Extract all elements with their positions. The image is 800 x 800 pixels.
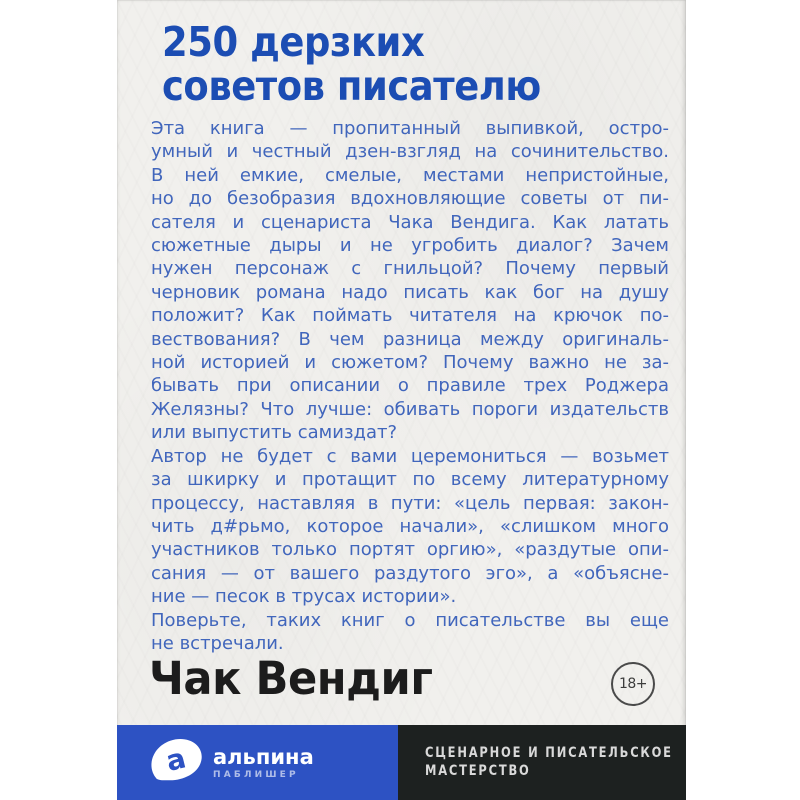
body-text-line: Поверьте, таких книг о писательстве вы еще xyxy=(151,609,669,631)
body-text-line: ной историей и сюжетом? Почему важно не за- xyxy=(151,352,669,374)
age-rating-badge xyxy=(611,662,655,706)
body-text-line: Желязны? Что лучше: обивать пороги издательств xyxy=(151,398,669,420)
body-text-line: черновик романа надо писать как бог на душу xyxy=(151,281,669,303)
series-title xyxy=(425,745,673,780)
body-text-line: ние — песок в трусах истории». xyxy=(151,586,457,608)
body-text-line: бывать при описании о правиле трех Роджера xyxy=(151,375,669,397)
book-title xyxy=(162,20,612,108)
body-text-line: В ней емкие, смелые, местами непристойные, xyxy=(151,164,669,186)
author-name: Чак Вендиг xyxy=(149,652,433,705)
series-bar xyxy=(398,725,686,800)
body-text-line: умный и честный дзен-взгляд на сочинительство. xyxy=(151,141,669,163)
body-text-line: или выпустить самиздат? xyxy=(151,422,398,444)
age-rating-label: 18+ xyxy=(618,676,648,692)
body-text-line: сюжетные дыры и не угробить диалог? Зачем xyxy=(151,235,669,257)
body-text-line: участников только портят оргию», «раздутые опи- xyxy=(151,539,669,561)
alpina-publisher-logo-icon xyxy=(149,737,205,788)
body-text-line: за шкирку и протащит по всему литературному xyxy=(151,469,669,491)
body-text-line: нужен персонаж с гнильцой? Почему первый xyxy=(151,258,669,280)
body-text-line: Эта книга — пропитанный выпивкой, остро- xyxy=(151,118,669,139)
book-title-line2: советов писателю xyxy=(162,62,541,110)
book-cover xyxy=(117,0,686,800)
cover-footer xyxy=(117,725,686,800)
series-title-line1: СЦЕНАРНОЕ И ПИСАТЕЛЬСКОЕ xyxy=(425,745,673,761)
publisher-bar xyxy=(117,725,398,800)
body-text-line: но до безобразия вдохновляющие советы от пи- xyxy=(151,188,669,210)
body-text-line: сателя и сценариста Чака Вендига. Как латать xyxy=(151,211,669,233)
book-title-line1: 250 дерзких xyxy=(162,18,425,66)
series-title-line2: МАСТЕРСТВО xyxy=(425,762,531,779)
svg-text:a: a xyxy=(162,741,190,779)
publisher-wordmark xyxy=(213,746,314,780)
body-text-line: Автор не будет с вами церемониться — возьмет xyxy=(151,445,669,467)
body-text-line: процессу, наставляя в пути: «цель первая: закон- xyxy=(151,492,669,514)
body-text-line: не встречали. xyxy=(151,632,284,654)
body-text-line: положит? Как поймать читателя на крючок по- xyxy=(151,305,669,327)
publisher-subtitle: ПАБЛИШЕР xyxy=(213,769,299,780)
body-text-line: чить д#рьмо, которое начали», «слишком много xyxy=(151,515,669,537)
body-text-line: сания — от вашего раздутого эго», а «объясне- xyxy=(151,562,669,584)
book-annotation xyxy=(151,117,669,657)
publisher-name: альпина xyxy=(213,744,314,769)
body-text-line: вествования? В чем разница между оригиналь- xyxy=(151,328,669,350)
